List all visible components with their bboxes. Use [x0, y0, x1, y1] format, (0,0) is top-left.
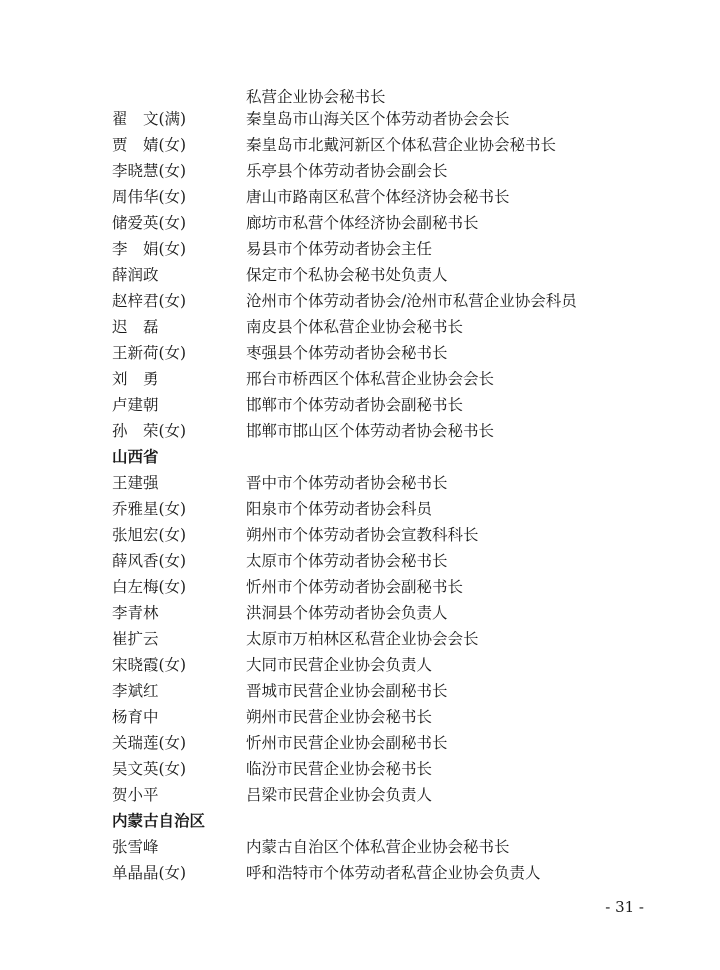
- member-title: 忻州市民营企业协会副秘书长: [246, 734, 448, 752]
- member-name: 张旭宏(女): [112, 526, 187, 544]
- member-row: [112, 574, 672, 600]
- member-title: 乐亭县个体劳动者协会副会长: [246, 162, 448, 180]
- continuation-line: 私营企业协会秘书长: [246, 88, 386, 106]
- member-title: 南皮县个体私营企业协会秘书长: [246, 318, 464, 336]
- member-name: 贾 婧(女): [112, 136, 187, 154]
- member-title: 保定市个私协会秘书处负责人: [246, 266, 448, 284]
- member-row: [112, 132, 672, 158]
- member-name: 宋晓霞(女): [112, 656, 187, 674]
- member-name: 白左梅(女): [112, 578, 187, 596]
- member-row: [112, 626, 672, 652]
- member-name: 王建强: [112, 474, 159, 492]
- member-name: 孙 荣(女): [112, 422, 187, 440]
- member-row: [112, 496, 672, 522]
- member-title: 易县市个体劳动者协会主任: [246, 240, 433, 258]
- member-title: 唐山市路南区私营个体经济协会秘书长: [246, 188, 510, 206]
- member-name: 杨育中: [112, 708, 159, 726]
- member-name: 李青林: [112, 604, 159, 622]
- member-name: 李斌红: [112, 682, 159, 700]
- member-name: 薛润政: [112, 266, 159, 284]
- member-row: [112, 730, 672, 756]
- member-row: [112, 860, 672, 886]
- member-name: 吴文英(女): [112, 760, 187, 778]
- member-row: [112, 288, 672, 314]
- member-name: 刘 勇: [112, 370, 159, 388]
- member-title: 晋城市民营企业协会副秘书长: [246, 682, 448, 700]
- member-name: 崔扩云: [112, 630, 159, 648]
- member-title: 邢台市桥西区个体私营企业协会会长: [246, 370, 495, 388]
- member-row: [112, 678, 672, 704]
- member-name: 张雪峰: [112, 838, 159, 856]
- member-title: 吕梁市民营企业协会负责人: [246, 786, 433, 804]
- member-title: 秦皇岛市山海关区个体劳动者协会会长: [246, 110, 510, 128]
- member-row: [112, 704, 672, 730]
- member-row: [112, 600, 672, 626]
- member-title: 临汾市民营企业协会秘书长: [246, 760, 433, 778]
- member-row: [112, 652, 672, 678]
- member-name: 储爱英(女): [112, 214, 187, 232]
- member-name: 翟 文(满): [112, 110, 187, 128]
- member-row: [112, 210, 672, 236]
- member-row: [112, 158, 672, 184]
- member-row: [112, 314, 672, 340]
- member-name: 赵梓君(女): [112, 292, 187, 310]
- member-title: 廊坊市私营个体经济协会副秘书长: [246, 214, 479, 232]
- member-name: 关瑞莲(女): [112, 734, 187, 752]
- member-title: 邯郸市邯山区个体劳动者协会秘书长: [246, 422, 495, 440]
- member-title: 洪洞县个体劳动者协会负责人: [246, 604, 448, 622]
- member-title: 呼和浩特市个体劳动者私营企业协会负责人: [246, 864, 541, 882]
- member-title: 阳泉市个体劳动者协会科员: [246, 500, 433, 518]
- member-title: 内蒙古自治区个体私营企业协会秘书长: [246, 838, 510, 856]
- member-row: [112, 106, 672, 132]
- member-title: 朔州市民营企业协会秘书长: [246, 708, 433, 726]
- member-row: [112, 834, 672, 860]
- member-row: [112, 756, 672, 782]
- member-title: 邯郸市个体劳动者协会副秘书长: [246, 396, 464, 414]
- member-row: [112, 262, 672, 288]
- province-heading: 山西省: [112, 448, 159, 466]
- member-title: 晋中市个体劳动者协会秘书长: [246, 474, 448, 492]
- member-row: [112, 522, 672, 548]
- member-name: 李晓慧(女): [112, 162, 187, 180]
- member-row: [112, 548, 672, 574]
- member-row: [112, 418, 672, 444]
- member-title: 朔州市个体劳动者协会宣教科科长: [246, 526, 479, 544]
- member-title: 秦皇岛市北戴河新区个体私营企业协会秘书长: [246, 136, 557, 154]
- member-name: 李 娟(女): [112, 240, 187, 258]
- member-title: 大同市民营企业协会负责人: [246, 656, 433, 674]
- member-row: [112, 236, 672, 262]
- member-name: 乔雅星(女): [112, 500, 187, 518]
- member-list: [112, 106, 672, 886]
- member-name: 薛风香(女): [112, 552, 187, 570]
- member-name: 王新荷(女): [112, 344, 187, 362]
- member-title: 沧州市个体劳动者协会/沧州市私营企业协会科员: [246, 292, 577, 310]
- member-name: 卢建朝: [112, 396, 159, 414]
- member-name: 单晶晶(女): [112, 864, 187, 882]
- member-title: 太原市万柏林区私营企业协会会长: [246, 630, 479, 648]
- member-row: [112, 782, 672, 808]
- member-name: 迟 磊: [112, 318, 159, 336]
- member-row: [112, 184, 672, 210]
- member-row: [112, 340, 672, 366]
- member-row: [112, 392, 672, 418]
- member-title: 忻州市个体劳动者协会副秘书长: [246, 578, 464, 596]
- member-name: 周伟华(女): [112, 188, 187, 206]
- page-number: - 31 -: [605, 898, 644, 916]
- member-name: 贺小平: [112, 786, 159, 804]
- member-row: [112, 470, 672, 496]
- member-title: 枣强县个体劳动者协会秘书长: [246, 344, 448, 362]
- member-title: 太原市个体劳动者协会秘书长: [246, 552, 448, 570]
- province-heading: 内蒙古自治区: [112, 812, 206, 830]
- member-row: [112, 366, 672, 392]
